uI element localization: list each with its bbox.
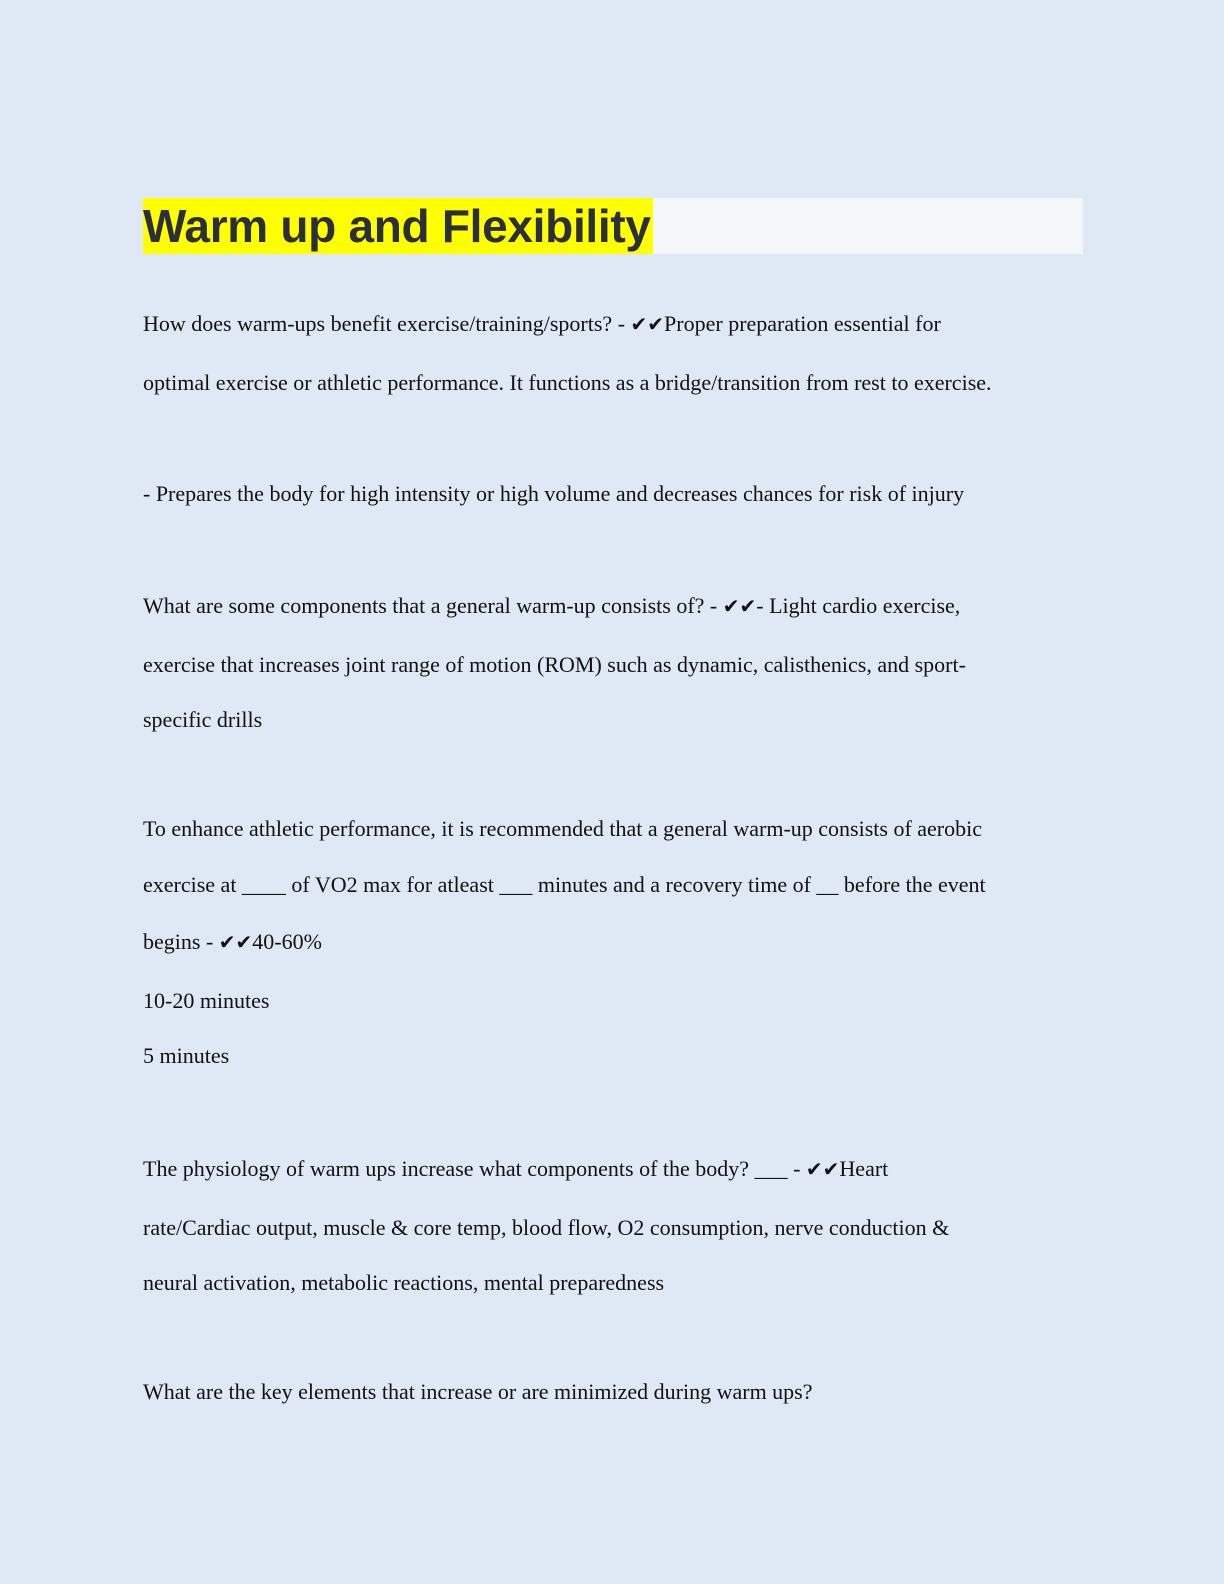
text-line bbox=[143, 816, 982, 842]
text-line bbox=[143, 1215, 949, 1241]
text-line bbox=[143, 929, 322, 955]
line-text: How does warm-ups benefit exercise/training/sports? - bbox=[143, 311, 631, 336]
text-line bbox=[143, 370, 992, 396]
line-text: 10-20 minutes bbox=[143, 988, 270, 1013]
double-check-icon: ✔✔ bbox=[630, 312, 665, 336]
text-line bbox=[143, 1270, 664, 1296]
line-text: rate/Cardiac output, muscle & core temp, blood flow, O2 consumption, nerve conduction & bbox=[143, 1215, 950, 1240]
text-line bbox=[143, 593, 960, 619]
line-text: optimal exercise or athletic performance. It functions as a bridge/transition from rest to exercise. bbox=[143, 370, 992, 395]
text-line bbox=[143, 1156, 888, 1182]
line-text: exercise that increases joint range of motion (ROM) such as dynamic, calisthenics, and sport- bbox=[143, 652, 966, 677]
answer-text: Heart bbox=[839, 1156, 889, 1181]
line-text: What are some components that a general warm-up consists of? - bbox=[143, 593, 723, 618]
answer-text: Proper preparation essential for bbox=[664, 311, 941, 336]
text-line bbox=[143, 481, 964, 507]
text-line bbox=[143, 707, 262, 733]
answer-text: - Light cardio exercise, bbox=[756, 593, 961, 618]
line-text: exercise at ____ of VO2 max for atleast ___ minutes and a recovery time of __ before the event bbox=[143, 872, 986, 897]
line-text: specific drills bbox=[143, 707, 263, 732]
line-text: begins - bbox=[143, 929, 219, 954]
double-check-icon: ✔✔ bbox=[722, 594, 757, 618]
line-text: To enhance athletic performance, it is recommended that a general warm-up consists of aerobic bbox=[143, 816, 982, 841]
text-line bbox=[143, 1379, 813, 1405]
text-line bbox=[143, 988, 270, 1014]
text-line bbox=[143, 311, 941, 337]
line-text: - Prepares the body for high intensity or high volume and decreases chances for risk of injury bbox=[143, 481, 965, 506]
line-text: neural activation, metabolic reactions, mental preparedness bbox=[143, 1270, 665, 1295]
text-line bbox=[143, 1043, 229, 1069]
line-text: 5 minutes bbox=[143, 1043, 230, 1068]
double-check-icon: ✔✔ bbox=[805, 1157, 840, 1181]
double-check-icon: ✔✔ bbox=[218, 930, 253, 954]
line-text: The physiology of warm ups increase what components of the body? ___ - bbox=[143, 1156, 806, 1181]
line-text: What are the key elements that increase or are minimized during warm ups? bbox=[143, 1379, 813, 1404]
document-title: Warm up and Flexibility bbox=[143, 200, 651, 252]
text-line bbox=[143, 652, 966, 678]
answer-text: 40-60% bbox=[252, 929, 322, 954]
text-line bbox=[143, 872, 986, 898]
